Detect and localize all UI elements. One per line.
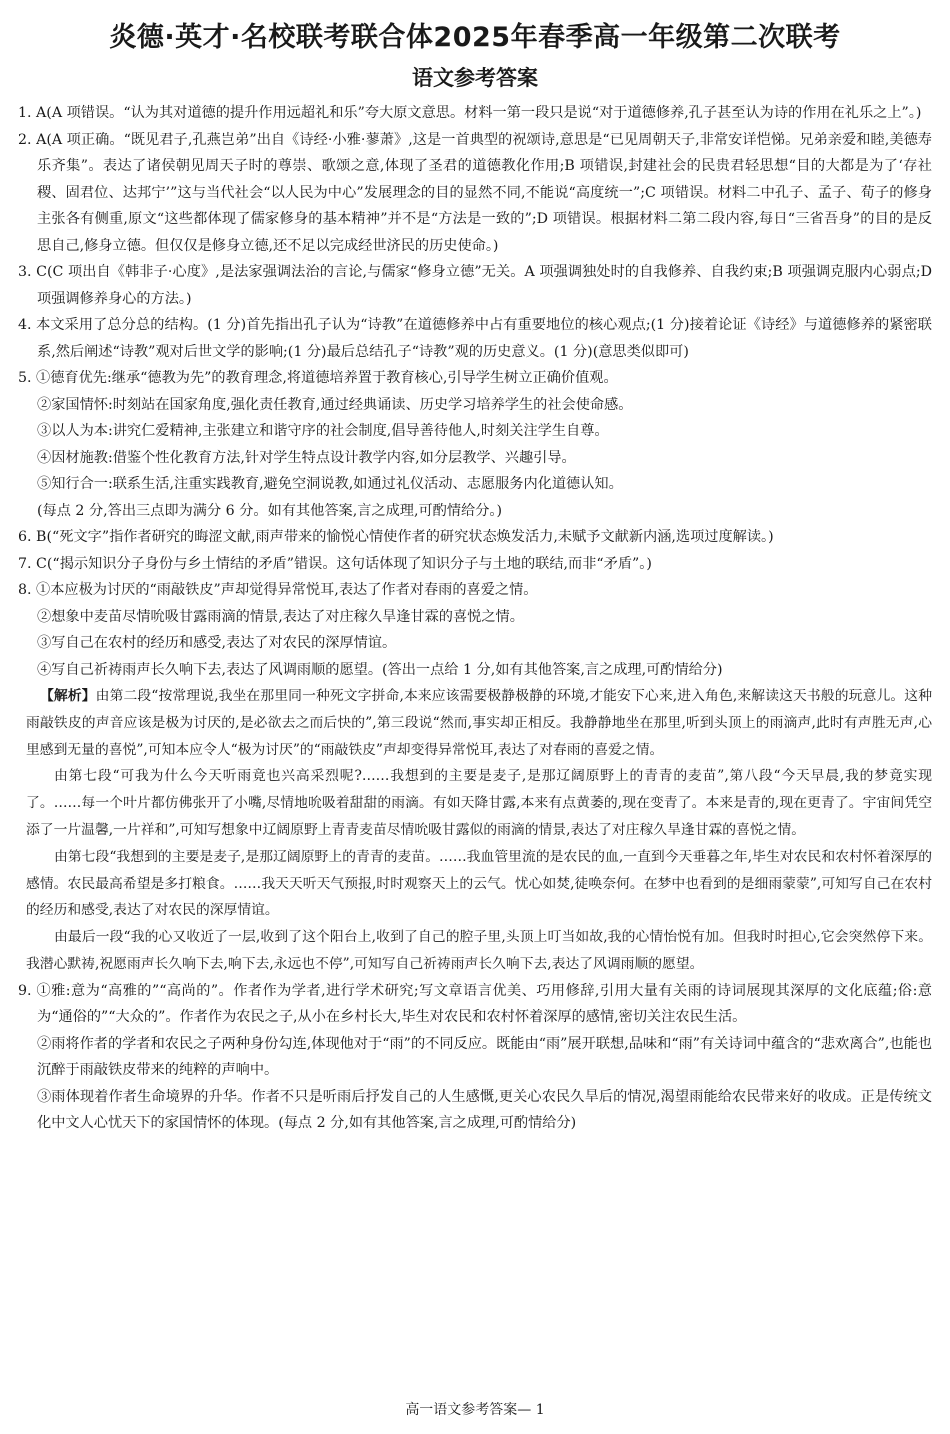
answer-q5-scoring-note: (每点 2 分,答出三点即为满分 6 分。如有其他答案,言之成理,可酌情给分。) <box>37 502 503 519</box>
analysis-block <box>18 683 932 978</box>
answer-q8: 8. ①本应极为讨厌的“雨敲铁皮”声却觉得异常悦耳,表达了作者对春雨的喜爱之情。 <box>18 582 538 598</box>
answer-q8-point: ②想象中麦苗尽情吮吸甘露雨滴的情景,表达了对庄稼久旱逢甘霖的喜悦之情。 <box>37 608 524 625</box>
analysis-paragraph: 由第七段“可我为什么今天听雨竟也兴高采烈呢?……我想到的主要是麦子,是那辽阔原野上的青青的麦苗”,第八段“今天早晨,我的梦竟实现了。……每一个叶片都仿佛张开了小嘴,尽情地吮吸着甜甜的雨滴。有如天降甘露,本来有点黄萎的,现在变青了。本来是青的,现在更青了。宇宙间凭空添了一片温馨,一片祥和”,可知写想象中辽阔原野上青青麦苗尽情吮吸甘露似的雨滴的情景,表达了对庄稼久旱逢甘霖的喜悦之情。 <box>26 768 932 838</box>
answer-q3: 3. C(C 项出自《韩非子·心度》,是法家强调法治的言论,与儒家“修身立德”无关。A 项强调独处时的自我修养、自我约束;B 项强调克服内心弱点;D 项强调修养身心的方法。) <box>18 264 932 307</box>
answer-q6: 6. B(“死文字”指作者研究的晦涩文献,雨声带来的愉悦心情使作者的研究状态焕发活力,未赋予文献新内涵,选项过度解读。) <box>18 529 774 545</box>
page-title: 炎德·英才·名校联考联合体2025年春季高一年级第二次联考 <box>109 22 841 53</box>
answer-q2: 2. A(A 项正确。“既见君子,孔燕岂弟”出自《诗经·小雅·蓼萧》,这是一首典型的祝颂诗,意思是“已见周朝天子,非常安详恺悌。兄弟亲爱和睦,美德寿乐齐集”。表达了诸侯朝见周天子时的尊崇、歌颂之意,体现了圣君的道德教化作用;B 项错误,封建社会的民贵君轻思想“目的大都是为了‘存社稷、固君位、达邦宁’”这与当代社会“以人民为中心”发展理念的目的显然不同,不能说“高度统一”;C 项错误。材料二中孔子、孟子、荀子的修身主张各有侧重,原文“这些都体现了儒家修身的基本精神”并不是“方法是一致的”;D 项错误。根据材料二第二段内容,每日“三省吾身”的目的是反思自己,修身立德。但仅仅是修身立德,还不足以完成经世济民的历史使命。) <box>18 131 932 254</box>
answer-q8-point: ③写自己在农村的经历和感受,表达了对农民的深厚情谊。 <box>37 635 397 651</box>
answer-q5: 5. ①德育优先:继承“德教为先”的教育理念,将道德培养置于教育核心,引导学生树立正确价值观。 <box>18 370 618 386</box>
analysis-tag: 【解析】 <box>40 688 96 704</box>
answer-q5-point: ④因材施教:借鉴个性化教育方法,针对学生特点设计教学内容,如分层教学、兴趣引导。 <box>37 449 576 466</box>
page-footer: 高一语文参考答案— 1 <box>405 1402 545 1418</box>
answer-q5-point: ②家国情怀:时刻站在国家角度,强化责任教育,通过经典诵读、历史学习培养学生的社会使命感。 <box>37 396 633 413</box>
answer-q9-point: ②雨将作者的学者和农民之子两种身份勾连,体现他对于“雨”的不同反应。既能由“雨”展开联想,品味和“雨”有关诗词中蕴含的“悲欢离合”,也能也沉醉于雨敲铁皮带来的纯粹的声响中。 <box>37 1035 932 1079</box>
answer-q1: 1. A(A 项错误。“认为其对道德的提升作用远超礼和乐”夸大原文意思。材料一第一段只是说“对于道德修养,孔子甚至认为诗的作用在礼乐之上”。) <box>18 105 922 121</box>
answer-body <box>18 100 932 1137</box>
analysis-paragraph: 由最后一段“我的心又收近了一层,收到了这个阳台上,收到了自己的腔子里,头顶上叮当如故,我的心情怡悦有加。但我时时担心,它会突然停下来。我潜心默祷,祝愿雨声长久响下去,响下去,永远也不停”,可知写自己祈祷雨声长久响下去,表达了风调雨顺的愿望。 <box>26 929 932 972</box>
answer-q9: 9. ①雅:意为“高雅的”“高尚的”。作者作为学者,进行学术研究;写文章语言优美、巧用修辞,引用大量有关雨的诗词展现其深厚的文化底蕴;俗:意为“通俗的”“大众的”。作者作为农民之子,从小在乡村长大,毕生对农民和农村怀着深厚的感情,密切关注农民生活。 <box>18 982 932 1026</box>
analysis-paragraph <box>26 683 932 763</box>
answer-q5-point: ③以人为本:讲究仁爱精神,主张建立和谐守序的社会制度,倡导善待他人,时刻关注学生自尊。 <box>37 423 609 439</box>
answer-q7: 7. C(“揭示知识分子身份与乡土情结的矛盾”错误。这句话体现了知识分子与土地的联结,而非“矛盾”。) <box>18 555 652 572</box>
answer-q8-point: ④写自己祈祷雨声长久响下去,表达了风调雨顺的愿望。(答出一点给 1 分,如有其他答案,言之成理,可酌情给分) <box>37 661 723 678</box>
answer-q5-point: ⑤知行合一:联系生活,注重实践教育,避免空洞说教,如通过礼仪活动、志愿服务内化道德认知。 <box>37 476 623 492</box>
analysis-text: 由第二段“按常理说,我坐在那里同一种死文字拼命,本来应该需要极静极静的环境,才能安下心来,进入角色,来解读这天书般的玩意儿。这种雨敲铁皮的声音应该是极为讨厌的,是必欲去之而后快的”,第三段说“然而,事实却正相反。我静静地坐在那里,听到头顶上的雨滴声,此时有声胜无声,心里感到无量的喜悦”,可知本应令人“极为讨厌”的“雨敲铁皮”声却变得异常悦耳,表达了对春雨的喜爱之情。 <box>26 688 933 758</box>
page-subtitle: 语文参考答案 <box>412 66 538 90</box>
analysis-paragraph: 由第七段“我想到的主要是麦子,是那辽阔原野上的青青的麦苗。……我血管里流的是农民的血,一直到今天垂暮之年,毕生对农民和农村怀着深厚的感情。农民最高希望是多打粮食。……我天天听天气预报,时时观察天上的云气。忧心如焚,徒唤奈何。在梦中也看到的是细雨蒙蒙”,可知写自己在农村的经历和感受,表达了对农民的深厚情谊。 <box>26 848 932 919</box>
answer-q4: 4. 本文采用了总分总的结构。(1 分)首先指出孔子认为“诗教”在道德修养中占有重要地位的核心观点;(1 分)接着论证《诗经》与道德修养的紧密联系,然后阐述“诗教”观对后世文学的影响;(1 分)最后总结孔子“诗教”观的历史意义。(1 分)(意思类似即可) <box>18 317 932 360</box>
answer-q9-point: ③雨体现着作者生命境界的升华。作者不只是听雨后抒发自己的人生感慨,更关心农民久旱后的情况,渴望雨能给农民带来好的收成。正是传统文化中文人心忧天下的家国情怀的体现。(每点 2 分,如有其他答案,言之成理,可酌情给分) <box>37 1088 932 1132</box>
